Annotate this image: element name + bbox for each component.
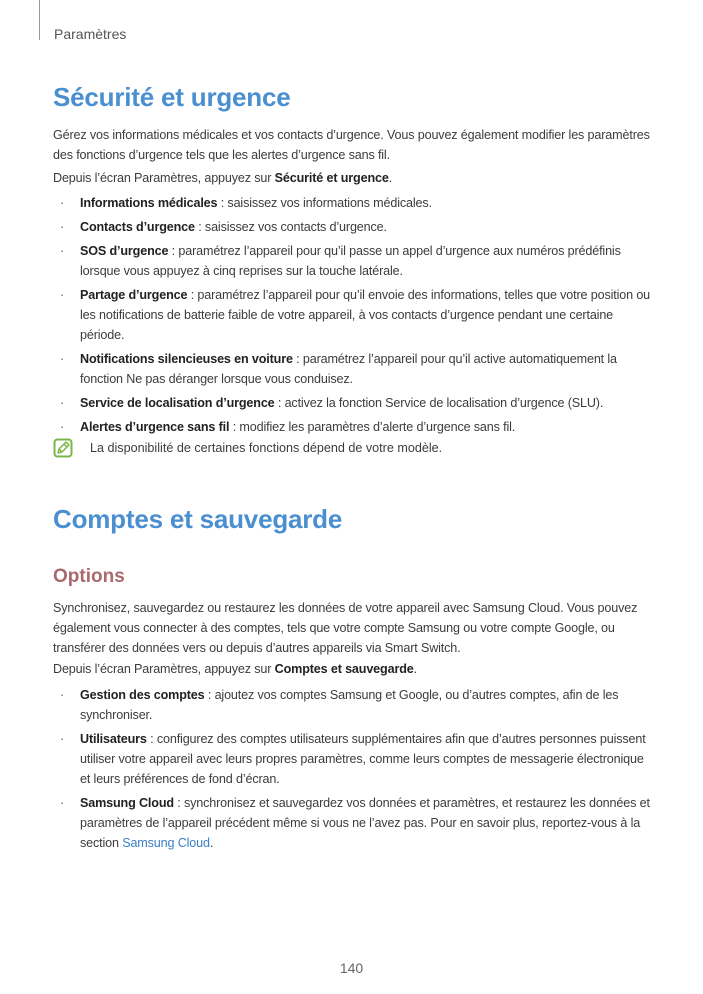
bullet-icon: · (60, 796, 65, 810)
list-item: · Partage d’urgence : paramétrez l’appareil pour qu’il envoie des informations, telles que votre position ou les notifications de batterie faible de votre appareil, à vos contacts d’urgence pendant une certaine période. (53, 285, 653, 345)
note (53, 437, 442, 459)
list-item: · Alertes d’urgence sans fil : modifiez les paramètres d’alerte d’urgence sans fil. (53, 417, 653, 437)
list-item: · Notifications silencieuses en voiture : paramétrez l’appareil pour qu’il active automatiquement la fonction Ne pas déranger lorsque vous conduisez. (53, 349, 653, 389)
accounts-intro: Synchronisez, sauvegardez ou restaurez les données de votre appareil avec Samsung Cloud. Vous pouvez également vous connecter à des comptes, tels que votre compte Samsung ou votre compte Google, ou transférer des données vers ou depuis d’autres appareils via Smart Switch. (53, 601, 638, 655)
nav-target: Sécurité et urgence (274, 171, 389, 185)
bullet-icon: · (60, 220, 65, 234)
bullet-icon: · (60, 688, 65, 702)
accounts-options-list (53, 685, 653, 857)
bullet-icon: · (60, 420, 65, 434)
list-item: · Gestion des comptes : ajoutez vos comptes Samsung et Google, ou d’autres comptes, afin de les synchroniser. (53, 685, 653, 725)
heading-security: Sécurité et urgence (53, 82, 291, 112)
bullet-icon: · (60, 288, 65, 302)
bullet-icon: · (60, 196, 65, 210)
nav-target: Comptes et sauvegarde (274, 662, 414, 676)
list-item: · Samsung Cloud : synchronisez et sauvegardez vos données et paramètres, et restaurez les données et paramètres de l’appareil précédent même si vous ne l’avez pas. Pour en savoir plus, reportez-vous à la section Samsung Cloud. (53, 793, 653, 853)
note-text: La disponibilité de certaines fonctions dépend de votre modèle. (90, 441, 443, 455)
header-rule (39, 0, 40, 40)
bullet-icon: · (60, 396, 65, 410)
heading-accounts: Comptes et sauvegarde (53, 504, 343, 534)
subheading-options: Options (53, 566, 125, 587)
security-intro: Gérez vos informations médicales et vos contacts d’urgence. Vous pouvez également modifier les paramètres des fonctions d’urgence tels que les alertes d’urgence sans fil. (53, 128, 650, 162)
list-item: · Contacts d’urgence : saisissez vos contacts d’urgence. (53, 217, 653, 237)
list-item: · Utilisateurs : configurez des comptes utilisateurs supplémentaires afin que d’autres personnes puissent utiliser votre appareil avec leurs propres paramètres, comme leurs comptes de messagerie électronique et leurs préférences de fond d’écran. (53, 729, 653, 789)
section-header: Paramètres (54, 26, 127, 42)
bullet-icon: · (60, 732, 65, 746)
samsung-cloud-link[interactable]: Samsung Cloud (122, 836, 210, 850)
list-item: · Informations médicales : saisissez vos informations médicales. (53, 193, 653, 213)
page-number: 140 (339, 960, 364, 976)
security-nav-path: Depuis l’écran Paramètres, appuyez sur Sécurité et urgence. (53, 171, 393, 185)
bullet-icon: · (60, 244, 65, 258)
list-item: · SOS d’urgence : paramétrez l’appareil pour qu’il passe un appel d’urgence aux numéros prédéfinis lorsque vous appuyez à cinq reprises sur la touche latérale. (53, 241, 653, 281)
security-options-list (53, 193, 653, 441)
accounts-nav-path: Depuis l’écran Paramètres, appuyez sur Comptes et sauvegarde. (53, 662, 417, 676)
list-item: · Service de localisation d’urgence : activez la fonction Service de localisation d’urgence (SLU). (53, 393, 653, 413)
note-pencil-icon (53, 438, 73, 458)
bullet-icon: · (60, 352, 65, 366)
